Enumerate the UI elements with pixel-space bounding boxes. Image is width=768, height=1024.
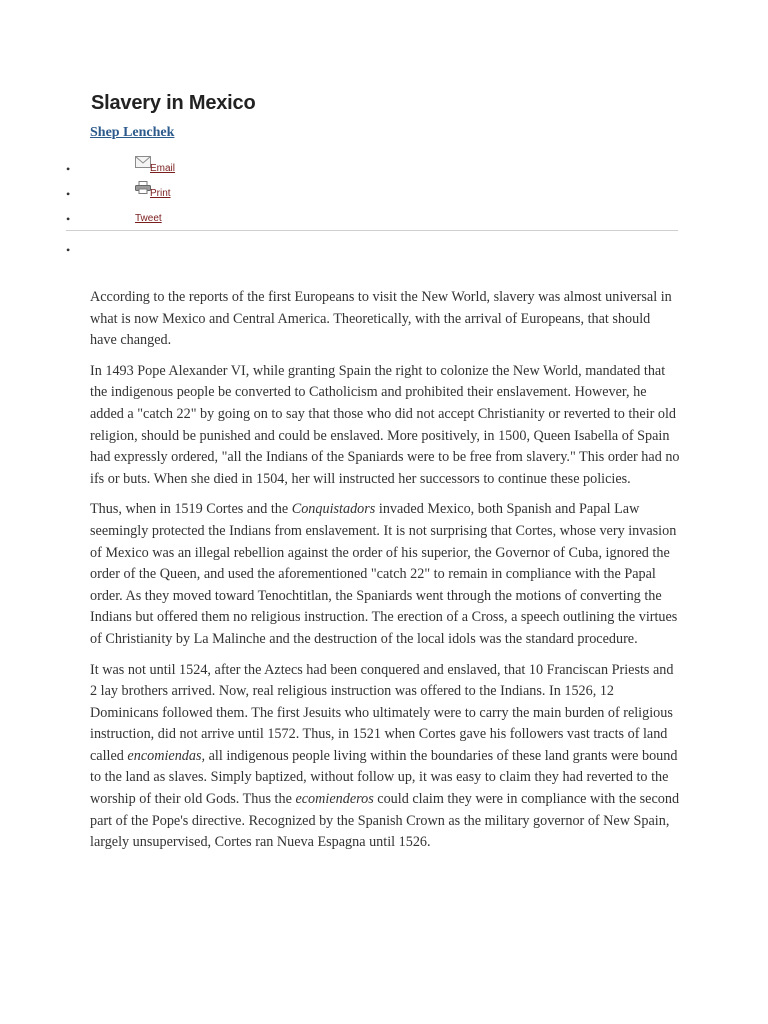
envelope-icon[interactable] — [135, 156, 151, 169]
article-title: Slavery in Mexico — [91, 92, 256, 114]
paragraph — [90, 499, 680, 650]
article-body — [90, 287, 680, 863]
divider — [66, 230, 678, 231]
list-bullet: • — [66, 243, 71, 257]
author-link[interactable]: Shep Lenchek — [90, 125, 175, 140]
list-bullet: • — [66, 162, 71, 176]
paragraph: According to the reports of the first Europeans to visit the New World, slavery was almost universal in what is now Mexico and Central America. Theoretically, with the arrival of Europeans, that should have changed. — [90, 289, 672, 349]
paragraph-text: invaded Mexico, both Spanish and Papal Law seemingly protected the Indians from enslavement. It is not surprising that Cortes, whose very invasion of Mexico was an illegal rebellion against the order of his superior, the Governor of Cuba, ignored the order of the Queen, and used the aforementioned "catch 22" to remain in compliance with the Papal order. As they moved toward Tenochtitlan, the Spaniards went through the motions of converting the Indians but offered them no religious instruction. The erection of a Cross, a speech outlining the virtues of Christianity by La Malinche and the destruction of the local idols was the standard procedure. — [90, 501, 678, 647]
tweet-link[interactable]: Tweet — [135, 213, 162, 224]
paragraph-text: It was not until 1524, after the Aztecs had been conquered and enslaved, that 10 Franciscan Priests and 2 lay brothers arrived. Now, real religious instruction was offered to the Indians. In 1526, 12 Dominicans followed them. The first Jesuits who ultimately were to carry the main burden of religious instruction, did not arrive until 1572. Thus, in 1521 when Cortes gave his followers vast tracts of land called — [90, 661, 674, 764]
list-bullet: • — [66, 212, 71, 226]
paragraph-text: all indigenous people living within the boundaries of these land grants were bound to the land as slaves. Simply baptized, without follow up, it was easy to claim they had reverted to the worship of their old Gods. Thus the — [90, 747, 678, 808]
italic-term: encomiendas, — [127, 747, 206, 764]
list-bullet: • — [66, 187, 71, 201]
print-link[interactable]: Print — [150, 188, 171, 199]
paragraph — [90, 660, 680, 854]
paragraph-text: Thus, when in 1519 Cortes and the — [90, 501, 292, 518]
paragraph: In 1493 Pope Alexander VI, while granting Spain the right to colonize the New World, mandated that the indigenous people be converted to Catholicism and prohibited their enslavement. However, he added a "catch 22" by going on to say that those who did not accept Christianity or reverted to their old religion, should be punished and could be enslaved. More positively, in 1500, Queen Isabella of Spain had expressly ordered, "all the Indians of the Spaniards were to be free from slavery." This order had no ifs or buts. When she died in 1504, her will instructed her successors to continue these policies. — [90, 362, 680, 487]
paragraph-text: could claim they were in compliance with the second part of the Pope's directive. Recognized by the Spanish Crown as the military governor of New Spain, largely unsupervised, Cortes ran Nueva Espagna until 1526. — [90, 791, 680, 851]
email-link[interactable]: Email — [150, 163, 176, 174]
italic-term: ecomienderos — [295, 791, 374, 808]
italic-term: Conquistadors — [291, 501, 376, 518]
printer-icon[interactable] — [135, 181, 151, 194]
